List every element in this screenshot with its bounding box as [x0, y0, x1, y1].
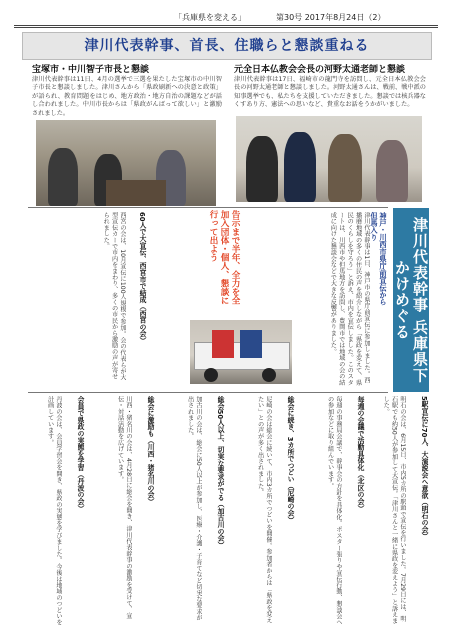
person-figure [376, 140, 408, 202]
newsletter-name: 「兵庫県を変える」 [174, 13, 246, 22]
side-title: 津川代表幹事 兵庫県下かけめぐる [393, 208, 429, 392]
poster-blue [240, 330, 262, 358]
left-article-title: 宝塚市・中川智子市長と懇談 [32, 65, 150, 75]
person-figure [328, 134, 362, 202]
page-header [14, 10, 438, 24]
right-article-body: 津川代表幹事は17日、福崎市の龍門寺を訪問し、元全日本仏教会会長の河野太通老師と懇談しました。河野太通さんは、戦前、戦中派の知事選挙でも、私たちを支援していただきました。懇談では核兵器なくすあり方、憲法への思いなど、貴重なお話をうかがいました。 [234, 76, 426, 109]
meeting-photo-temple [236, 116, 422, 202]
campaign-car-photo [190, 320, 292, 384]
header-rule [14, 25, 438, 26]
meeting-photo-mayor [36, 120, 216, 206]
person-figure [284, 132, 316, 202]
col2-heading: 5駅宣伝に70人、大演説会へ意欲（明石の会） [420, 396, 428, 540]
col3-body: 西宮の会は、10月宣伝に100人規模で参加。会の代表らが大型宣伝カーで市内をまわり、多くの市民から激励の声が寄せられました。 [102, 212, 126, 381]
red-callout: 告示まで半年、全力を全加入団体・個人、懇談に行って出よう [208, 210, 240, 305]
right-article-title: 元全日本仏教会会長の河野太通老師と懇談 [234, 65, 406, 75]
col7-body: 川西・猪名川の会は、4月28日に総会を開き、津川代表幹事の激励を受けて、宣伝・対話活動を広げています。 [116, 396, 132, 619]
section-divider [28, 207, 388, 208]
car-wheel [204, 368, 218, 382]
col8-body: 丹波の会は、会員学習会を開き、県政の実態を学びました。今後は地域のつどいを計画しています。 [46, 396, 62, 626]
col4-body: 毎週の事務局会議で、幹事会の方針を具体化。ポスター張りや宣伝行動、懇談会への参加などに取り組んでいます。 [326, 396, 342, 626]
person-figure [246, 136, 278, 202]
left-article-body: 津川代表幹事は11日、4月の選挙で三選を果たした宝塚市の中川智子市長と懇談しました。津川さんから「県政刷新への決意と政策」が語られ、教育問題をはじめ、地方政治・地方自治の課題などが話し合われました。中川市長からは「県政がんばって欲しい」と激励されました。 [32, 76, 222, 117]
table-shape [106, 180, 166, 206]
lower-divider [28, 392, 388, 393]
car-wheel [262, 368, 276, 382]
person-figure [48, 148, 78, 206]
col6-heading: 総会50人以上、切実な要求がでる（加古川の会） [216, 396, 224, 549]
main-banner [22, 32, 432, 60]
col8-heading: 会員で県政の実態を学習（丹波の会） [76, 396, 84, 512]
col2-body: 明石の会は、6月15日、市内5カ所の駅頭で宣伝を行いました。7月29日には、明石駅でも約50人が参加して大宣伝。「津川さんと一緒に県政を変えよう」と訴えました。 [382, 396, 406, 624]
col1-body: 津川代表幹事は1日、神戸市の県庁前宣伝に参加しました。西播磨地域の多くの住民の声を紹介しながら「県政を変えて、県民のくらしを守ろう」と訴え、市内を宣伝しました。このスタートは、川西市や但馬地方を訪問し、豊岡市では地域の会の結成に向けた懇談会などで大きな反響がありました。 [329, 212, 370, 386]
col6-body: 加古川の会は、総会に50人以上が参加し、医療・介護・子育てなど切実な要求が出されました。 [186, 396, 202, 621]
poster-red [212, 330, 234, 358]
col5-body: 尼崎の会は総会に続いて、市内3カ所でつどいを開催。参加者からは「県政を変えたい」との声が多く出されました。 [256, 396, 272, 624]
header-rule-2 [14, 27, 438, 28]
col5-heading: 総会に続き、3カ所でつどい（尼崎の会） [286, 396, 294, 524]
banner-title: 津川代表幹事、首長、住職らと懇談重ねる [84, 38, 370, 54]
col1-heading: 神戸・川西市県庁前宣伝から但馬入り [370, 212, 388, 306]
col4-heading: 毎週の会議で活動具体化（北区の会） [356, 396, 364, 512]
issue-info: 第30号 2017年8月24日（2） [276, 13, 386, 22]
col7-heading: 総会に激励も（川西・猪名川の会） [146, 396, 154, 505]
col3-heading: 60人で大宣伝、西宮市で結成（西宮の会） [138, 212, 146, 344]
